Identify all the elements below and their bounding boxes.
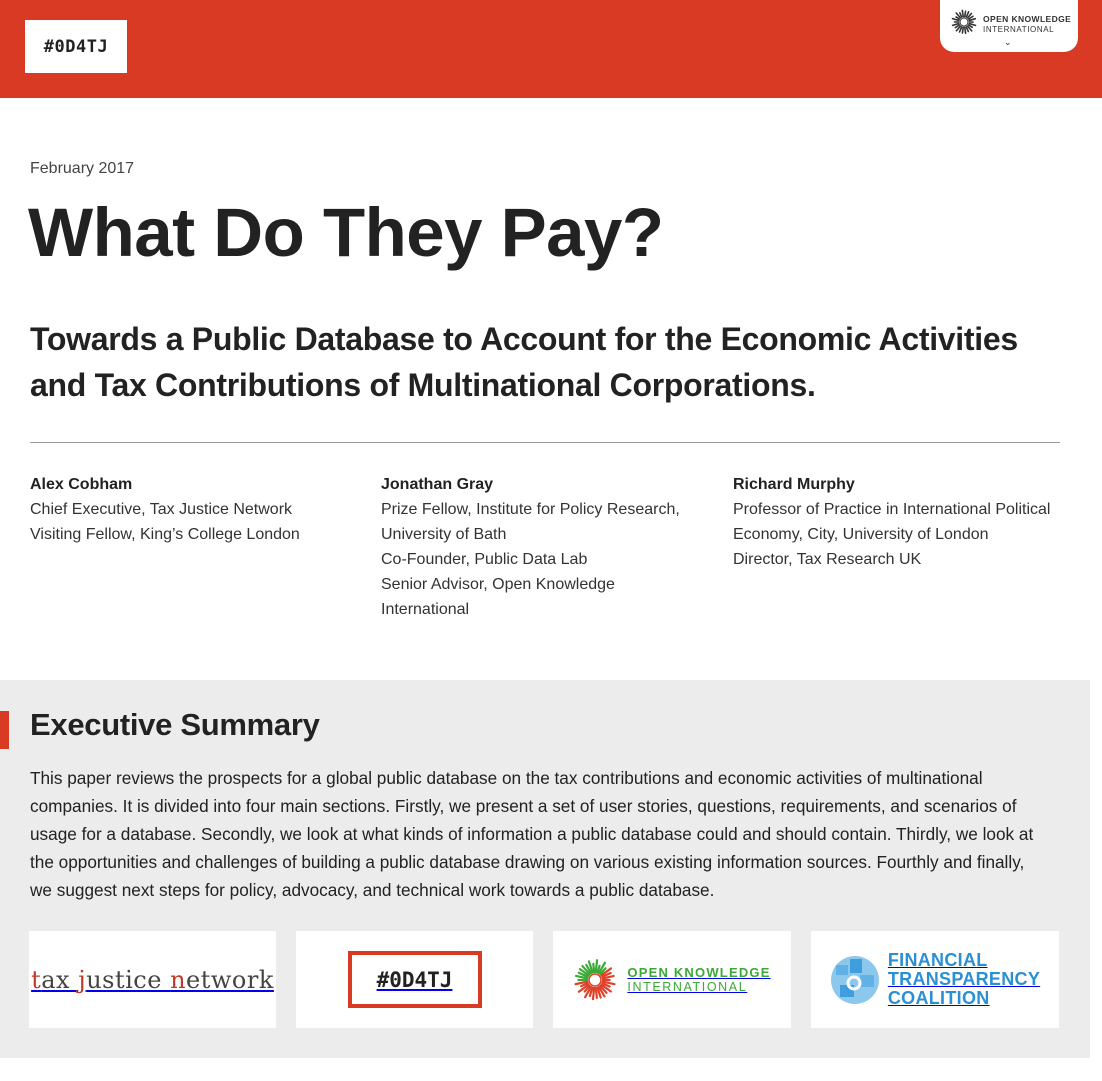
tjn-logo — [31, 966, 274, 994]
divider — [30, 442, 1060, 443]
chevron-down-icon: ⌄ — [1004, 37, 1012, 47]
author-name: Alex Cobham — [30, 476, 133, 493]
summary-text: This paper reviews the prospects for a global public database on the tax contributions and economic activities of multinational companies. It is divided into four main sections. Firstly, we present a set of user stories, questions, requirements, and scenarios of usage for a database. Secondly, we look at what kinds of information a public database could and should contain. Thirdly, we look at the opportunities and challenges of building a public database drawing on various existing information sources. Fourthly and finally, we suggest next steps for policy, advocacy, and technical work towards a public database. — [30, 768, 1034, 900]
author-role: Economy, City, University of London — [733, 526, 989, 543]
author-role: Prize Fellow, Institute for Policy Research, — [381, 501, 680, 518]
author-role: Senior Advisor, Open Knowledge — [381, 576, 615, 593]
d4tj-logo: #0D4TJ — [348, 951, 482, 1008]
author-role: Professor of Practice in International Political — [733, 501, 1051, 518]
oki-logo-line1: OPEN KNOWLEDGE — [627, 965, 771, 980]
page-subtitle: Towards a Public Database to Account for the Economic Activities and Tax Contributions of Multinational Corporations. — [30, 321, 1018, 403]
author-block — [30, 472, 370, 547]
author-role: International — [381, 601, 470, 618]
ftc-logo-link[interactable] — [811, 931, 1059, 1028]
okfn-burst-icon — [950, 8, 978, 36]
oki-logo-link[interactable] — [553, 931, 791, 1028]
author-role: Visiting Fellow, King’s College London — [30, 526, 300, 543]
oki-logo — [573, 958, 770, 1002]
tjn-logo-text: n — [170, 965, 187, 994]
author-role: Chief Executive, Tax Justice Network — [30, 501, 293, 518]
tjn-logo-text: t — [31, 965, 42, 994]
oki-logo-line2: INTERNATIONAL — [627, 980, 748, 994]
ftc-logo — [830, 951, 1040, 1008]
author-block — [733, 472, 1093, 572]
ftc-globe-icon — [830, 955, 880, 1005]
tjn-logo-text: ustice — [86, 965, 171, 994]
section-heading: Executive Summary — [30, 707, 320, 742]
tjn-logo-text: etwork — [186, 965, 274, 994]
author-role: Director, Tax Research UK — [733, 551, 922, 568]
hashtag-link[interactable]: #0D4TJ — [25, 20, 127, 73]
executive-summary — [0, 680, 1090, 1058]
header-bar — [0, 0, 1102, 98]
org-menu-tab[interactable] — [940, 0, 1078, 52]
tjn-logo-link[interactable] — [29, 931, 276, 1028]
okfn-burst-icon — [573, 958, 617, 1002]
author-role: University of Bath — [381, 526, 507, 543]
section-accent — [0, 711, 9, 749]
ftc-logo-line1: FINANCIAL — [887, 950, 988, 970]
d4tj-logo-link[interactable] — [296, 931, 533, 1028]
ftc-logo-line2: TRANSPARENCY — [887, 969, 1041, 989]
author-role: Co-Founder, Public Data Lab — [381, 551, 588, 568]
org-name-line2: INTERNATIONAL — [983, 25, 1055, 34]
tjn-logo-text: j — [78, 965, 87, 994]
org-name-line1: OPEN KNOWLEDGE — [983, 14, 1072, 24]
page-title: What Do They Pay? — [28, 194, 664, 271]
author-name: Jonathan Gray — [381, 476, 494, 493]
tjn-logo-text: ax — [41, 965, 79, 994]
author-block — [381, 472, 721, 622]
publication-date: February 2017 — [30, 160, 135, 177]
author-name: Richard Murphy — [733, 476, 855, 493]
ftc-logo-line3: COALITION — [887, 988, 990, 1008]
